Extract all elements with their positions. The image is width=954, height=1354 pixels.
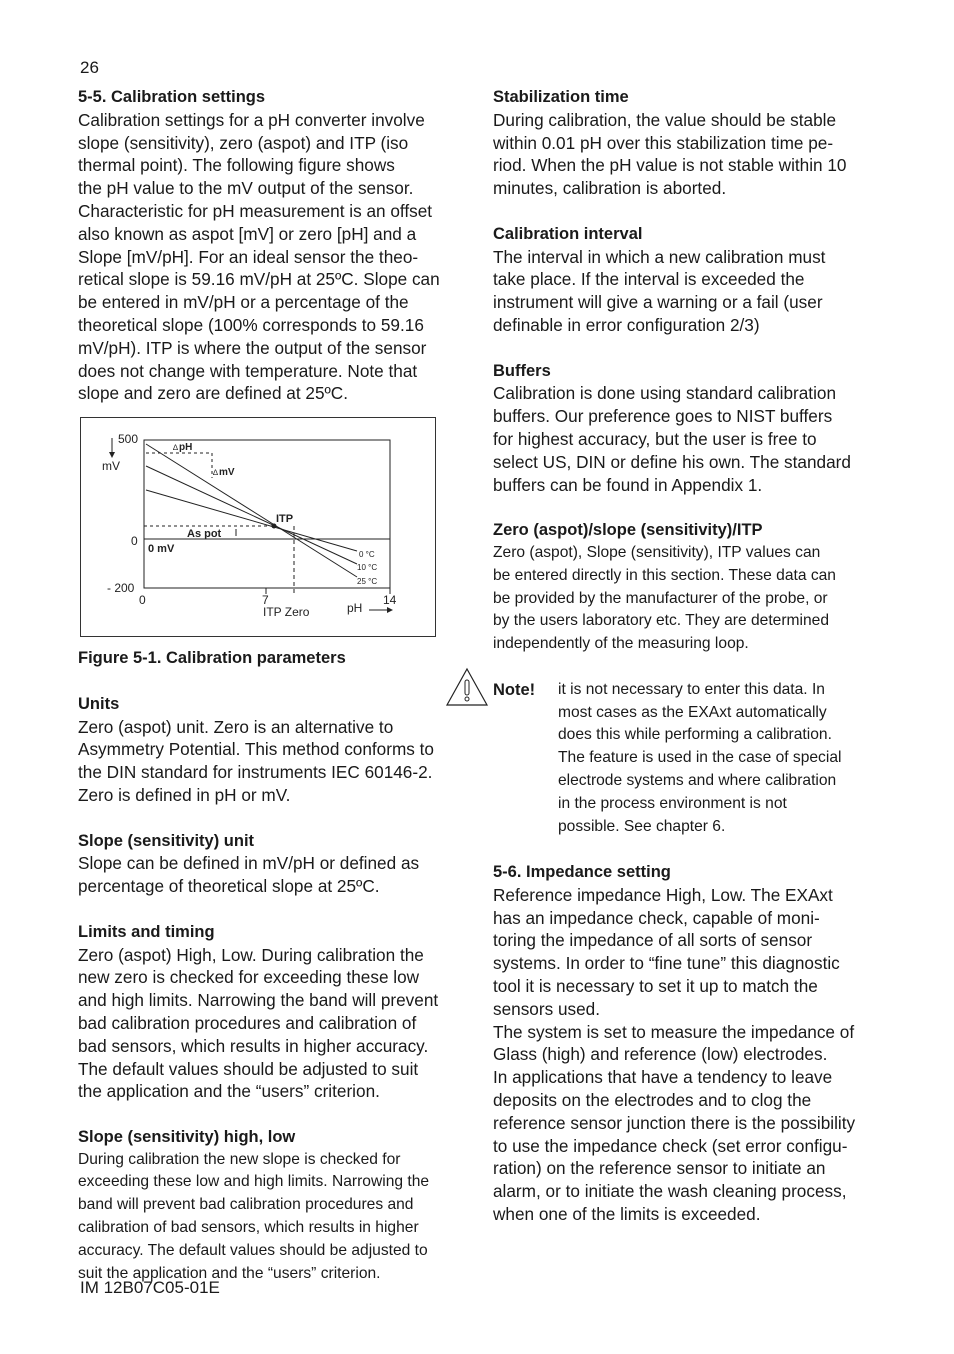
- section-title-impedance-setting: 5-6. Impedance setting: [493, 863, 671, 882]
- delta-symbol: ∆: [213, 468, 218, 478]
- text-line: exceeding these low and high limits. Narrowing the: [78, 1173, 430, 1191]
- delta-mv-label: mV: [219, 467, 235, 479]
- calibration-diagram: [81, 418, 435, 636]
- plot-frame: [144, 440, 390, 588]
- text-line: to use the impedance check (set error configu-: [493, 1135, 848, 1156]
- x-tick-7: 7: [262, 593, 269, 608]
- text-line: During calibration, the value should be stable: [493, 109, 837, 130]
- text-line: slope (sensitivity), zero (aspot) and ITP (iso: [78, 132, 409, 153]
- calibration-figure: [80, 417, 436, 637]
- line-25c: [146, 444, 357, 577]
- text-line: does this while performing a calibration.: [558, 726, 832, 744]
- text-line: toring the impedance of all sorts of sensor: [493, 930, 813, 951]
- text-line: accuracy. The default values should be adjusted to: [78, 1241, 428, 1259]
- heading-slope-high-low: Slope (sensitivity) high, low: [78, 1127, 296, 1146]
- heading-calibration-interval: Calibration interval: [493, 224, 643, 243]
- temp-10c-label: 10 °C: [357, 563, 378, 573]
- impedance-paragraph: [493, 884, 885, 1226]
- text-line: suit the application and the “users” criterion.: [78, 1264, 381, 1282]
- text-line: bad sensors, which results in higher accuracy.: [78, 1035, 429, 1056]
- text-line: Slope [mV/pH]. For an ideal sensor the theo-: [78, 246, 419, 267]
- text-line: new zero is checked for exceeding these low: [78, 967, 420, 988]
- buffers-paragraph: [493, 382, 885, 496]
- interval-paragraph: [493, 246, 885, 337]
- heading-slope-unit: Slope (sensitivity) unit: [78, 831, 255, 850]
- text-line: Slope can be defined in mV/pH or defined as: [78, 853, 420, 874]
- temp-25c-label: 25 °C: [357, 577, 378, 587]
- text-line: mV/pH). ITP is where the output of the sensor: [78, 337, 427, 358]
- figure-caption: Figure 5-1. Calibration parameters: [78, 649, 346, 668]
- text-line: Zero is defined in pH or mV.: [78, 784, 291, 805]
- zero-mv-label: 0 mV: [148, 543, 175, 556]
- text-line: Characteristic for pH measurement is an offset: [78, 200, 433, 221]
- heading-stabilization-time: Stabilization time: [493, 88, 629, 106]
- text-line: and high limits. Narrowing the band will prevent: [78, 990, 439, 1011]
- y-tick-500: 500: [118, 432, 139, 447]
- text-line: tool it is necessary to set it up to match the: [493, 976, 818, 997]
- text-line: theoretical slope (100% corresponds to 59.16: [78, 314, 424, 335]
- text-line: calibration of bad sensors, which results in higher: [78, 1219, 419, 1237]
- text-line: The feature is used in the case of special: [558, 749, 842, 767]
- text-line: bad calibration procedures and calibration of: [78, 1012, 417, 1033]
- text-line: instrument will give a warning or a fail (user: [493, 292, 823, 313]
- text-line: ration) on the reference sensor to initiate an: [493, 1158, 826, 1179]
- stabilization-paragraph: [493, 109, 885, 200]
- text-line: minutes, calibration is aborted.: [493, 178, 727, 199]
- text-line: possible. See chapter 6.: [558, 817, 726, 835]
- note-label: Note!: [493, 680, 536, 699]
- text-line: In applications that have a tendency to leave: [493, 1067, 833, 1088]
- text-line: take place. If the interval is exceeded the: [493, 269, 805, 290]
- temp-0c-label: 0 °C: [359, 550, 375, 560]
- left-column: [78, 86, 468, 1285]
- intro-paragraph: [78, 109, 468, 405]
- text-line: deposits on the electrodes and to clog the: [493, 1090, 812, 1111]
- as-pot-label: As pot: [187, 528, 222, 541]
- text-line: buffers. Our preference goes to NIST buffers: [493, 406, 833, 427]
- text-line: select US, DIN or define his own. The standard: [493, 451, 851, 472]
- text-line: The interval in which a new calibration must: [493, 246, 826, 267]
- limits-paragraph: [78, 944, 468, 1104]
- text-line: Calibration settings for a pH converter involve: [78, 109, 425, 130]
- text-line: percentage of theoretical slope at 25ºC.: [78, 876, 380, 897]
- y-axis-unit: mV: [102, 459, 120, 474]
- text-line: retical slope is 59.16 mV/pH at 25ºC. Slope can: [78, 269, 440, 290]
- slope-high-low-paragraph: [78, 1149, 468, 1286]
- text-line: for highest accuracy, but the user is free to: [493, 428, 817, 449]
- note-block: [493, 679, 885, 839]
- text-line: Glass (high) and reference (low) electrodes.: [493, 1044, 828, 1065]
- delta-symbol: ∆: [173, 443, 178, 453]
- line-0c: [146, 490, 357, 551]
- heading-zero-slope-itp: Zero (aspot)/slope (sensitivity)/ITP: [493, 521, 763, 540]
- text-line: within 0.01 pH over this stabilization time pe-: [493, 132, 834, 153]
- text-line: alarm, or to initiate the wash cleaning process,: [493, 1181, 847, 1202]
- text-line: Zero (aspot) High, Low. During calibration the: [78, 944, 424, 965]
- text-line: systems. In order to “fine tune” this diagnostic: [493, 953, 840, 974]
- y-arrow-head: [109, 452, 115, 458]
- text-line: Asymmetry Potential. This method conforms to: [78, 739, 434, 760]
- delta-ph-label: pH: [179, 442, 193, 454]
- warning-icon: [445, 667, 489, 707]
- text-line: During calibration the new slope is checked for: [78, 1150, 401, 1168]
- footer-document-id: IM 12B07C05-01E: [80, 1278, 220, 1297]
- line-10c: [146, 466, 357, 564]
- slope-unit-paragraph: [78, 852, 468, 898]
- text-line: riod. When the pH value is not stable within 10: [493, 155, 847, 176]
- heading-buffers: Buffers: [493, 361, 551, 380]
- text-line: band will prevent bad calibration procedures and: [78, 1196, 414, 1214]
- y-tick-minus-200: - 200: [107, 581, 135, 596]
- text-line: Zero (aspot) unit. Zero is an alternative to: [78, 716, 394, 737]
- text-line: when one of the limits is exceeded.: [493, 1204, 761, 1225]
- x-tick-14: 14: [383, 593, 397, 608]
- text-line: be provided by the manufacturer of the probe, or: [493, 589, 828, 607]
- note-text: [558, 679, 885, 839]
- text-line: definable in error configuration 2/3): [493, 314, 760, 335]
- y-tick-0: 0: [131, 534, 138, 549]
- text-line: Zero (aspot), Slope (sensitivity), ITP values can: [493, 543, 821, 561]
- itp-zero-label: ITP Zero: [263, 605, 310, 620]
- text-line: buffers can be found in Appendix 1.: [493, 474, 763, 495]
- text-line: be entered directly in this section. These data can: [493, 566, 836, 584]
- text-line: has an impedance check, capable of moni-: [493, 907, 820, 928]
- zero-slope-itp-paragraph: [493, 542, 885, 656]
- text-line: does not change with temperature. Note that: [78, 360, 418, 381]
- text-line: the pH value to the mV output of the sensor.: [78, 178, 414, 199]
- text-line: sensors used.: [493, 998, 601, 1019]
- units-paragraph: [78, 716, 468, 807]
- text-line: also known as aspot [mV] or zero [pH] and a: [78, 223, 417, 244]
- ph-arrow-head: [387, 607, 393, 613]
- text-line: most cases as the EXAxt automatically: [558, 703, 827, 721]
- right-column: [493, 86, 885, 1226]
- section-title-calibration-settings: 5-5. Calibration settings: [78, 88, 266, 106]
- text-line: reference sensor junction there is the possibility: [493, 1112, 856, 1133]
- text-line: the DIN standard for instruments IEC 60146-2.: [78, 762, 433, 783]
- text-line: Reference impedance High, Low. The EXAxt: [493, 884, 833, 905]
- text-line: independently of the measuring loop.: [493, 635, 749, 653]
- text-line: in the process environment is not: [558, 794, 787, 812]
- heading-units: Units: [78, 694, 120, 713]
- text-line: electrode systems and where calibration: [558, 771, 837, 789]
- page-number: 26: [80, 58, 99, 77]
- text-line: the application and the “users” criterion.: [78, 1081, 380, 1102]
- text-line: be entered in mV/pH or a percentage of the: [78, 292, 409, 313]
- itp-label: ITP: [276, 513, 294, 526]
- x-axis-label: pH: [347, 601, 363, 616]
- text-line: Calibration is done using standard calibration: [493, 383, 837, 404]
- x-tick-0: 0: [139, 593, 146, 608]
- text-line: thermal point). The following figure shows: [78, 155, 395, 176]
- text-line: The default values should be adjusted to suit: [78, 1058, 419, 1079]
- text-line: by the users laboratory etc. They are determined: [493, 612, 830, 630]
- heading-limits-timing: Limits and timing: [78, 922, 215, 941]
- text-line: it is not necessary to enter this data. In: [558, 680, 825, 698]
- text-line: The system is set to measure the impedance of: [493, 1021, 855, 1042]
- text-line: slope and zero are defined at 25ºC.: [78, 383, 348, 404]
